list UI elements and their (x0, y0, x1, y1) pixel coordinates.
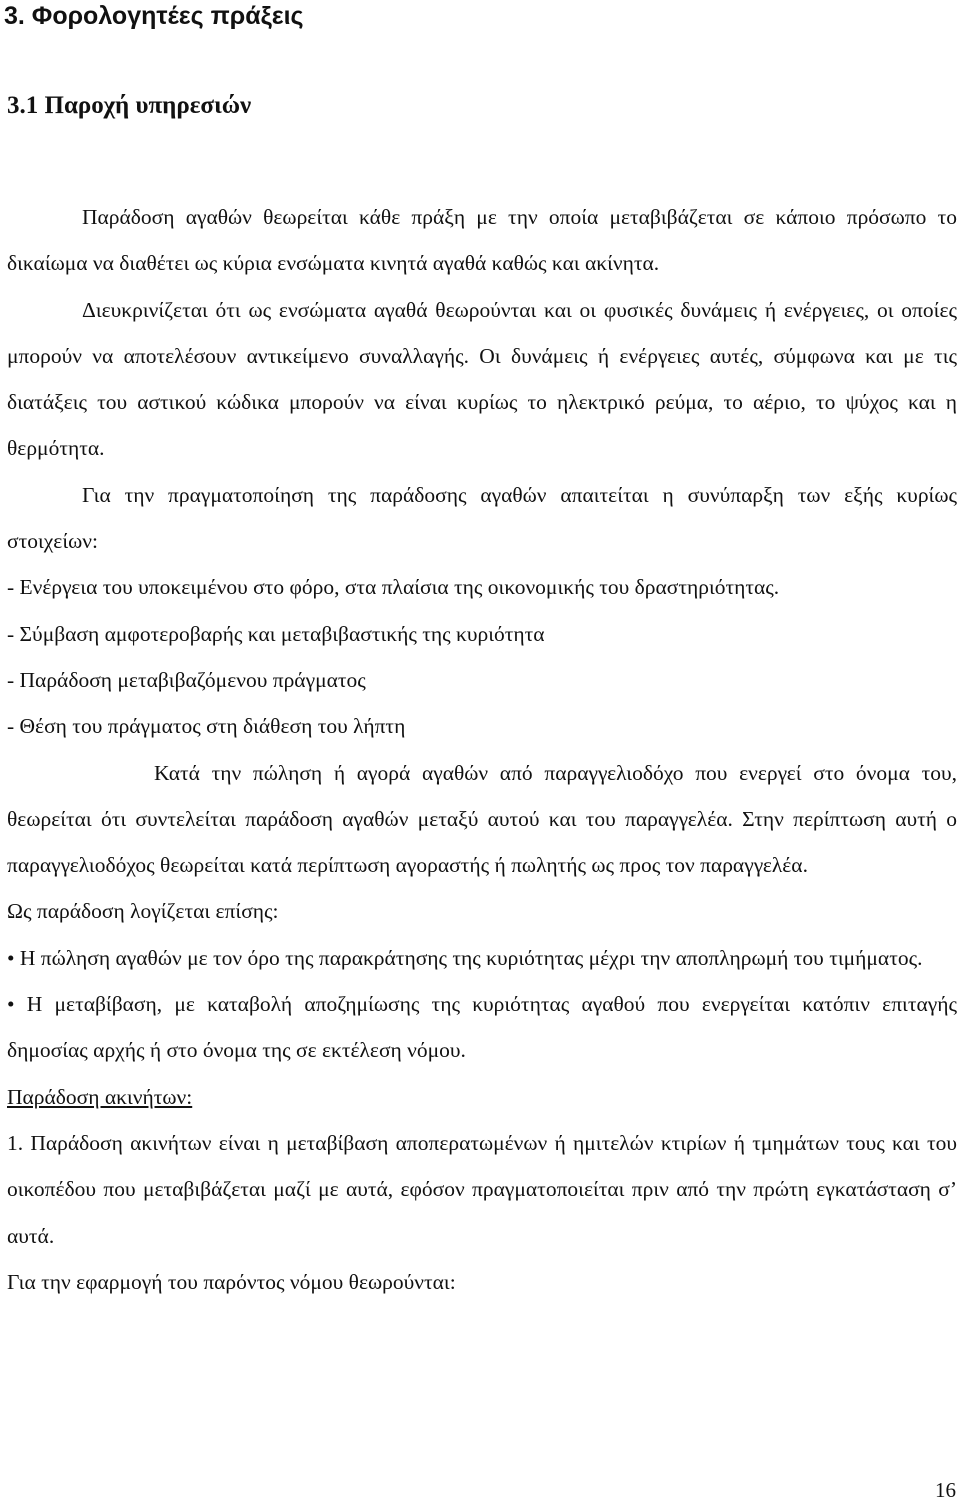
page-number: 16 (935, 1478, 956, 1502)
subsection-heading: 3.1 Παροχή υπηρεσιών (7, 92, 252, 119)
section-heading: 3. Φορολογητέες πράξεις (4, 2, 304, 30)
paragraph-law-application: Για την εφαρμογή του παρόντος νόμου θεωρούνται: (7, 1269, 456, 1294)
paragraph-goods-delivery: Παράδοση αγαθών θεωρείται κάθε πράξη με την οποία μεταβιβάζεται σε κάποιο πρόσωπο το δικαίωμα να διαθέτει ως κύρια ενσώματα κινητά αγαθά καθώς και ακίνητα. (7, 205, 957, 276)
paragraph-real-estate-definition: 1. Παράδοση ακινήτων είναι η μεταβίβαση αποπερατωμένων ή ημιτελών κτιρίων ή τμημάτων τους και του οικοπέδου που μεταβιβάζεται μαζί με αυτά, εφόσον πραγματοποιείται πριν από την πρώτη εγκατάσταση σ’ αυτά. (7, 1130, 957, 1248)
bullet-item: • Η μεταβίβαση, με καταβολή αποζημίωσης της κυριότητας αγαθού που ενεργείται κατόπιν επιταγής δημοσίας αρχής ή στο όνομα της σε εκτέλεση νόμου. (7, 992, 957, 1063)
body-text (7, 194, 957, 1305)
paragraph-requirements: Για την πραγματοποίηση της παράδοσης αγαθών απαιτείται η συνύπαρξη των εξής κυρίως στοιχείων: (7, 482, 957, 554)
bullet-item: • Η πώληση αγαθών με τον όρο της παρακράτησης της κυριότητας μέχρι την αποπληρωμή του τιμήματος. (7, 945, 923, 970)
list-item: - Ενέργεια του υποκειμένου στο φόρο, στα πλαίσια της οικονομικής του δραστηριότητας. (7, 575, 780, 600)
real-estate-subheading: Παράδοση ακινήτων: (7, 1084, 193, 1109)
list-item: - Σύμβαση αμφοτεροβαρής και μεταβιβαστικής της κυριότητα (7, 621, 545, 646)
paragraph-physical-forces: Διευκρινίζεται ότι ως ενσώματα αγαθά θεωρούνται και οι φυσικές δυνάμεις ή ενέργειες, οι οποίες μπορούν να αποτελέσουν αντικείμενο συναλλαγής. Οι δυνάμεις ή ενέργειες αυτές, σύμφωνα και με τις διατάξεις του αστικού κώδικα μπορούν να είναι κυρίως το ηλεκτρικό ρεύμα, το αέριο, το ψύχος και η θερμότητα. (7, 297, 957, 461)
paragraph-commission-agent: Κατά την πώληση ή αγορά αγαθών από παραγγελιοδόχο που ενεργεί στο όνομα του, θεωρείται ότι συντελείται παράδοση αγαθών μεταξύ αυτού και του παραγγελέα. Στην περίπτωση αυτή ο παραγγελιοδόχος θεωρείται κατά περίπτωση αγοραστής ή πωλητής ως προς τον παραγγελέα. (7, 760, 957, 878)
list-item: - Θέση του πράγματος στη διάθεση του λήπτη (7, 714, 406, 739)
paragraph-also-considered: Ως παράδοση λογίζεται επίσης: (7, 899, 279, 924)
list-item: - Παράδοση μεταβιβαζόμενου πράγματος (7, 667, 366, 692)
